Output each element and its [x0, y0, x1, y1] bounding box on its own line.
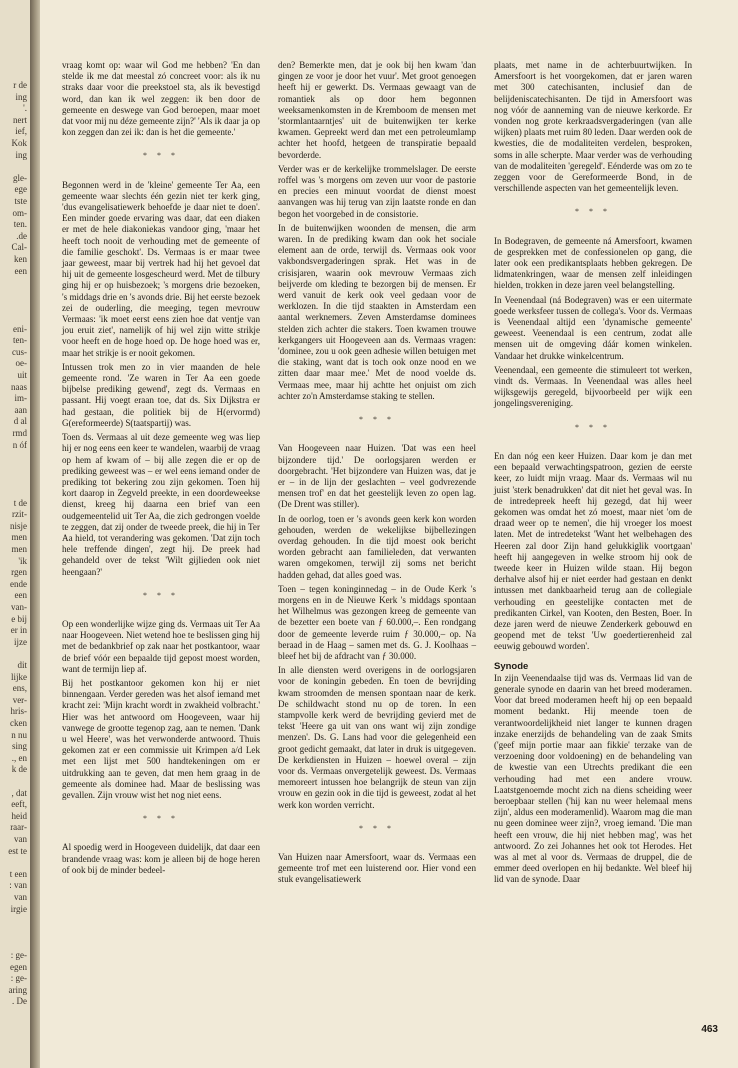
- previous-page-fragment: egen: [10, 961, 27, 972]
- paragraph: In de oorlog, toen er 's avonds geen kerk kon worden gehouden, werden de wekelijkse bijbellezingen overdag gehouden. In die tijd moest ook bericht worden gebracht aan familieleden, dat verwanten waren omgekomen, terwijl zij soms net bericht hadden gehad, dat alles goed was.: [278, 513, 476, 580]
- previous-page-fragment: gle-: [13, 172, 27, 183]
- previous-page-fragment: ing: [15, 91, 27, 102]
- text-column-3: [494, 60, 692, 886]
- section-divider: * * *: [575, 422, 611, 432]
- paragraph: Al spoedig werd in Hoogeveen duidelijk, dat daar een brandende vraag was: kom je alleen bij de hoge heren of ook bij de minder bedeel-: [62, 842, 260, 875]
- section-divider: * * *: [359, 415, 395, 425]
- previous-page-fragment: . De: [12, 996, 27, 1007]
- previous-page-fragment: van: [14, 892, 27, 902]
- previous-page-fragment: d al: [13, 416, 27, 427]
- paragraph: Op een wonderlijke wijze ging ds. Vermaas uit Ter Aa naar Hoogeveen. Niet wetend hoe te beslissen ging hij met de bedankbrief op zak naar het postkantoor, waar de brief vóór een bepaalde tijd gepost moest worden, want de termijn liep af.: [62, 618, 260, 674]
- previous-page-fragment: irgie: [10, 903, 27, 914]
- text-column-1: [62, 60, 260, 876]
- previous-page-fragment: eeft,: [11, 799, 27, 810]
- previous-page-fragment: im-: [14, 393, 27, 404]
- previous-page-fragment: r de: [13, 80, 27, 90]
- paragraph: vraag komt op: waar wil God me hebben? 'En dan stelde ik me dat meestal zó concreet voor: als ik nu straks daar voor die preekstoel sta, als ik bevestigd word, dan kan ik wel zeggen: ik ben door de gemeente en deswege van God beroepen, maar moet dat voor mij nu déze gemeente zijn?' 'Als ik daar ja op kon zeggen dan zei ik: dan is het die gemeente.': [62, 60, 260, 138]
- section-divider: * * *: [143, 814, 179, 824]
- previous-page-fragment: een: [14, 265, 27, 276]
- previous-page-fragment: ing: [15, 149, 27, 160]
- previous-page-edge: [0, 0, 30, 1068]
- previous-page-fragment: van-: [11, 602, 27, 612]
- previous-page-fragment: .de: [16, 230, 27, 241]
- page-number: 463: [701, 1024, 718, 1035]
- previous-page-fragment: ten-: [13, 335, 27, 346]
- section-heading: Synode: [494, 660, 529, 672]
- previous-page-fragment: men: [11, 532, 27, 543]
- paragraph: Bij het postkantoor gekomen kon hij er niet binnengaan. Verder gereden was het alsof iemand met kracht zei: 'Mijn kracht wordt in zwakheid volbracht.' Hier was het antwoord om Hoogeveen, waar hij vanwege de grootte tegenop zag, aan te nemen. 'Dank u wel Heere', was het verwonderde antwoord. Thuis gekomen zat er een commissie uit Krimpen a/d Lek met een lijst met 500 handtekeningen om er uitdrukking aan te geven, dat men hem graag in de gemeente als dominee had. Maar de beslissing was gevallen. Zijn vrouw wist het nog niet eens.: [62, 677, 260, 800]
- text-column-2: [278, 60, 476, 886]
- paragraph: Van Hoogeveen naar Huizen. 'Dat was een heel bijzondere tijd.' De oorlogsjaren werden er doorgebracht. 'Het bijzondere van Huizen was, dat je er – in de lijn der geslachten – veel godvrezende mensen trof' en dat het geestelijk leven zo open lag. (De Drent was stiller).: [278, 443, 476, 510]
- section-divider: * * *: [359, 823, 395, 833]
- previous-page-fragment: nert: [13, 114, 27, 125]
- previous-page-fragment: er in: [10, 625, 27, 636]
- previous-page-fragment: : ge-: [10, 950, 27, 960]
- previous-page-fragment: om-: [12, 207, 27, 218]
- paragraph: Toen – tegen koninginnedag – in de Oude Kerk 's morgens en in de Nieuwe Kerk 's middags spontaan het Wilhelmus was gezongen kreeg de gemeente van de bezetter een boete van ƒ 60.000,–. Een rondgang door de gemeente leverde ruim ƒ 30.000,– op. Na beraad in de Haag – samen met ds. G. J. Koolhaas – bleef het bij de afdracht van ƒ 30.000.: [278, 583, 476, 661]
- previous-page-fragment: lijke: [11, 671, 27, 682]
- previous-page-fragment: tste: [14, 196, 27, 206]
- paragraph: En dan nóg een keer Huizen. Daar kom je dan met een bepaald verwachtingspatroon, gezien de eerste keer, zo luidt mijn vraag. Maar ds. Vermaas wil nu juist 'sterk benadrukken' dat dit niet het geval was. In de intredepreek heeft hij gezegd, dat hij weer gekomen was omdat het zó moest, maar niet 'om de draad weer op te nemen', die hij vroeger los moest laten. Met de intredetekst 'Want het welbehagen des Heeren zal door Zijn hand gelukkiglik voortgaan' heeft hij aangegeven in welke stroom hij ook de tweede keer in Huizen wilde staan. Hij begon derhalve alsof hij er niet eerder had gestaan en denkt intussen met dankbaarheid terug aan de collegiale verhouding en geestelijke contacten met de predikanten Cirkel, van Kooten, den Besten, Boer. In deze jaren werd de nieuwe Zenderkerk gebouwd en geopend met de tekst 'Uw goedertierenheid zal eeuwig gebouwd worden'.: [494, 450, 692, 652]
- previous-page-fragment: hris-: [10, 706, 27, 717]
- previous-page-fragment: aring: [8, 984, 27, 995]
- previous-page-fragment: van: [14, 834, 27, 844]
- previous-page-fragment: naas: [11, 381, 27, 392]
- paragraph: In Veenendaal (ná Bodegraven) was er een uitermate goede werksfeer tussen de collega's. Voor ds. Vermaas is Veenendaal altijd een 'dynamische gemeente' geweest. Veenendaal is een centrum, zodat alle mensen uit de omgeving dáár komen winkelen. Vandaar het drukke winkelcentrum.: [494, 294, 692, 361]
- previous-page-fragment: cus-: [12, 346, 27, 357]
- previous-page-fragment: , dat: [11, 787, 27, 798]
- previous-page-fragment: ten.: [13, 219, 27, 230]
- previous-page-fragment: '.: [23, 103, 27, 114]
- previous-page-fragment: ver-: [12, 694, 27, 705]
- section-divider: * * *: [575, 207, 611, 217]
- previous-page-fragment: ende: [10, 578, 27, 589]
- previous-page-fragment: ief,: [15, 126, 27, 137]
- previous-page-fragment: ens,: [12, 683, 27, 694]
- previous-page-fragment: heid: [11, 810, 27, 821]
- paragraph: Van Huizen naar Amersfoort, waar ds. Vermaas een gemeente trof met een luisterend oor. Hier vond een stuk evangelisatiewerk: [278, 852, 476, 885]
- previous-page-fragment: rgen: [11, 567, 27, 578]
- paragraph: In zijn Veenendaalse tijd was ds. Vermaas lid van de generale synode en daarin van het breed moderamen. Voor dat breed moderamen heeft hij op een bepaald moment bedankt. Hij meende toen de verantwoordelijkheid niet langer te kunnen dragen inzake enerzijds de behandeling van de zaak Smits ('geef mijn portie maar aan fikkie' terzake van de verzoening door voldoening) en de behandeling van de kwestie van een Utrechts predikant die een verhouding had met een andere vrouw. Laatstgenoemde mocht zich na diens scheiding weer beroepbaar stellen ('hij kan nu weer helemaal mens zijn', aldus een moderamenlid). Waarom mag die man nu geen dominee weer zijn?, vroeg iemand. 'Die man heeft een vrouw, die hij niet hebben mag', was het antwoord. Zo zei Johannes het ook tot Herodes. Het was al met al voor ds. Vermaas de druppel, die de emmer deed overlopen en hij bedankte. Wel bleef hij lid van de synode. Daar: [494, 672, 692, 885]
- previous-page-fragment: aan: [14, 404, 27, 415]
- previous-page-fragment: raar-: [10, 822, 27, 833]
- previous-page-fragment: rmd: [12, 428, 27, 438]
- paragraph: Toen ds. Vermaas al uit deze gemeente weg was liep hij er nog eens een keer te wandelen, waarbij de vraag op hem af kwam of – bij alle zegen die er op de prediking geweest was – er wel eens iemand onder de prediking tot bekering zou zijn gekomen. Toen hij kort daarop in Zegveld preekte, in een doordeweekse dienst, kreeg hij daarna een brief van een oudgemeentelid uit Ter Aa, die zich gedrongen voelde te zeggen, dat zij onder de tweede preek, die hij in Ter Aa hield, tot verandering was gekomen. 'Dat zijn toch hele treffende dingen', zegt hij. De preek had gehandeld over de tekst 'Wilt gijlieden ook niet heengaan?': [62, 432, 260, 577]
- paragraph: plaats, met name in de achterbuurtwijken. In Amersfoort is het voorgekomen, dat er jaren waren met 300 catechisanten, inclusief dan de belijdeniscatechisanten. De tijd in Amersfoort was nog vóór de aanneming van de nieuwe kerkorde. Er vonden nog grote kerkraadsvergaderingen (van alle wijken) plaats met ruim 80 leden. Daar werden ook de kwesties, die de modaliteiten verdelen, besproken, soms in alle scherpte. Maar verder was de verhouding van de modaliteiten 'geregeld'. Eénderde was om zo te zeggen voor de Gereformeerde Bond, in de verschillende aspecten van het gemeentelijk leven.: [494, 60, 692, 194]
- previous-page-fragment: : van: [9, 880, 27, 891]
- previous-page-fragment: men: [11, 544, 27, 554]
- previous-page-fragment: ijze: [14, 636, 27, 647]
- previous-page-fragment: Kok: [11, 138, 27, 148]
- previous-page-fragment: n óf: [12, 439, 27, 450]
- previous-page-fragment: ege: [14, 184, 27, 195]
- paragraph: Veenendaal, een gemeente die stimuleert tot werken, vindt ds. Vermaas. In Veenendaal was alles heel wijksgewijs geregeld, bijvoorbeeld per wijk een jongelingsvereniging.: [494, 364, 692, 409]
- previous-page-fragment: n nu: [11, 729, 27, 740]
- previous-page-fragment: t de: [13, 497, 27, 508]
- paragraph: den? Bemerkte men, dat je ook bij hen kwam 'dan gingen ze voor je door het vuur'. Met groot genoegen heeft hij er gewerkt. Ds. Vermaas gewaagt van de romantiek als op door hem begonnen weeksamenkomsten in de Kremboom de mensen met 'stormlantaarntjes' uit de buitenwijken ter kerke kwamen. Gepreekt werd dan met een petroleumlamp achter het hoofd, hetgeen de transpiratie bepaald bevorderde.: [278, 60, 476, 160]
- paragraph: In Bodegraven, de gemeente ná Amersfoort, kwamen de gesprekken met de confessionelen op gang, die later ook een predikantsplaats hebben gekregen. De lidmatenkringen, waar de mensen zelf inleidingen hielden, trokken in deze jaren veel belangstelling.: [494, 235, 692, 291]
- previous-page-fragment: dit: [17, 660, 27, 670]
- previous-page-fragment: oe-: [15, 358, 27, 369]
- previous-page-fragment: uit: [17, 370, 27, 380]
- previous-page-fragment: nisje: [10, 520, 27, 531]
- previous-page-fragment: rzit-: [12, 509, 27, 520]
- previous-page-fragment: : ge-: [10, 973, 27, 984]
- previous-page-fragment: t een: [9, 868, 27, 879]
- previous-page-fragment: 'ik: [18, 555, 27, 566]
- book-gutter: [30, 0, 40, 1068]
- section-divider: * * *: [143, 151, 179, 161]
- paragraph: In alle diensten werd overigens in de oorlogsjaren voor de koningin gebeden. En toen de bevrijding kwam stroomden de mensen spontaan naar de kerk. De schildwacht stond nu op de toren. In een stampvolle kerk werd de bevrijding gevierd met de tekst 'Heere ga uit van ons want wij zijn zondige menzen'. Ds. G. Lans had voor die gelegenheid een groot gedicht gemaakt, dat later in druk is uitgegeven. De kerkdiensten in Huizen – hoewel overal – zijn voor ds. Vermaas onvergetelijk geweest. Ds. Vermaas memoreert intussen hoe belangrijk de steun van zijn vrouw en gezin ook in die tijd is geweest, zodat al het werk kon worden verricht.: [278, 665, 476, 810]
- section-divider: * * *: [143, 590, 179, 600]
- previous-page-fragment: e bij: [11, 613, 27, 624]
- previous-page-fragment: k de: [11, 764, 27, 775]
- previous-page-fragment: sing: [11, 741, 27, 752]
- previous-page-fragment: ken: [14, 254, 27, 264]
- paragraph: Begonnen werd in de 'kleine' gemeente Ter Aa, een gemeente waar slechts één gezin niet ter kerk ging, 'dus evangelisatiewerk behoefde je daar niet te doen'. Een minder goede ervaring was daar, dat een diaken er met de hele diakoniekas vandoor ging, 'maar het heeft toch nooit de verhouding met de gemeente of die familie geschokt'. Ds. Vermaas is er maar twee jaar geweest, maar bij vertrek had hij het gevoel dat hij uit de gemeente losgescheurd werd. Met de tilbury ging hij er op huisbezoek; 's morgens drie bezoeken, 's middags drie en 's avonds drie. Bij het eerste bezoek zei de ouderling, die meeging, tegen mevrouw Vermaas: 'ik moet eerst eens zien hoe dat ventje van jou eruit ziet', namelijk of hij wel zijn witte strikje voor heeft en de hoge hoed op. De hoge hoed was er, maar het strikje is er nooit gekomen.: [62, 179, 260, 358]
- previous-page-fragment: eni-: [13, 323, 27, 334]
- previous-page-fragment: est te: [8, 845, 27, 856]
- previous-page-fragment: cken: [10, 718, 27, 728]
- paragraph: Verder was er de kerkelijke trommelslager. De eerste roffel was 's morgens om zeven uur voor de pastorie en precies een minuut voordat de dienst moest aanvangen was hij terug van zijn laatste ronde en dan begon het voorgebed in de consistorie.: [278, 163, 476, 219]
- paragraph: In de buitenwijken woonden de mensen, die arm waren. In de prediking kwam dan ook het sociale element aan de orde, terwijl ds. Vermaas ook voor vakbondsvergaderingen sprak. Het was in de crisisjaren, waarin ook mevrouw Vermaas zich beijverde om kleding te bezorgen bij de mensen. Er werd vanuit de kerk ook veel gedaan voor de werklozen. In die tijd staakten in Amsterdam een aantal werknemers. Zeven Amsterdamse dominees stelden zich achter die stakers. Toen kwamen trouwe kerkgangers uit Hoogeveen aan ds. Vermaas vragen: 'dominee, zou u ook geen adhesie willen betuigen met die staking, want dat is toch ook onze nood en we zitten daar maar mee.' Met de nood voelde ds. Vermaas mee, maar hij achtte het onjuist om zich achter zo'n Amsterdamse staking te stellen.: [278, 222, 476, 401]
- previous-page-fragment: Cal-: [11, 242, 27, 253]
- paragraph: Intussen trok men zo in vier maanden de hele gemeente rond. 'Ze waren in Ter Aa een goede bijbelse prediking gewend', zegt ds. Vermaas en passant. Hij voegt eraan toe, dat ds. Six Dijkstra er had gestaan, die politiek bij de H(ervormd) G(ereformeerde) S(taatspartij) was.: [62, 361, 260, 428]
- previous-page-fragment: een: [14, 590, 27, 601]
- previous-page-fragment: ., en: [11, 752, 27, 763]
- magazine-page: [40, 0, 738, 1068]
